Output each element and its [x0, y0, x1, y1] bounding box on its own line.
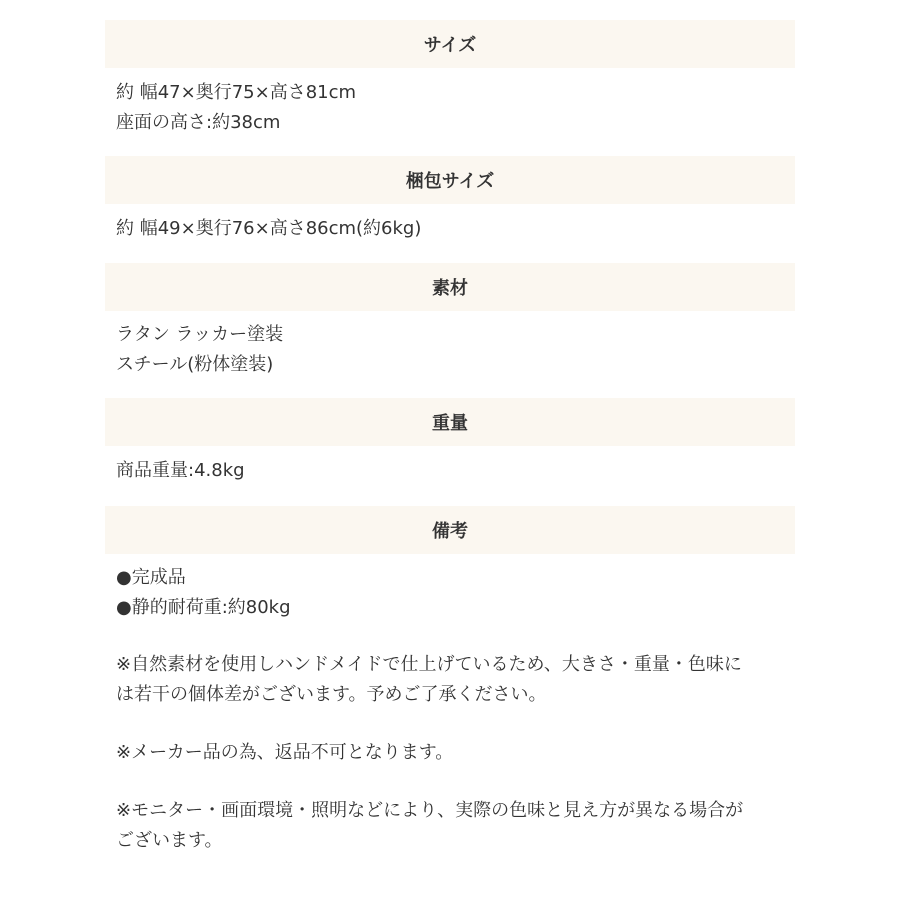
size-dimensions: 約 幅47×奥行75×高さ81cm	[116, 82, 357, 103]
package-dimensions: 約 幅49×奥行76×高さ86cm(約6kg)	[116, 218, 422, 239]
section-header-size: サイズ	[105, 20, 795, 68]
section-header-material: 素材	[105, 263, 795, 311]
note-monitor-color-1: ※モニター・画面環境・照明などにより、実際の色味と見え方が異なる場合が	[116, 800, 744, 821]
section-header-package-size: 梱包サイズ	[105, 156, 795, 204]
note-no-returns: ※メーカー品の為、返品不可となります。	[116, 742, 454, 763]
section-header-weight: 重量	[105, 398, 795, 446]
note-monitor-color-2: ございます。	[116, 830, 223, 851]
note-natural-material-2: は若干の個体差がございます。予めご了承ください。	[116, 684, 547, 705]
note-assembled: ●完成品	[116, 567, 186, 588]
section-header-notes: 備考	[105, 506, 795, 554]
material-rattan: ラタン ラッカー塗装	[116, 324, 284, 345]
note-load-capacity: ●静的耐荷重:約80kg	[116, 597, 291, 618]
note-natural-material-1: ※自然素材を使用しハンドメイドで仕上げているため、大きさ・重量・色味に	[116, 654, 742, 675]
size-seat-height: 座面の高さ:約38cm	[116, 112, 281, 133]
material-steel: スチール(粉体塗装)	[116, 354, 274, 375]
product-weight: 商品重量:4.8kg	[116, 460, 245, 481]
